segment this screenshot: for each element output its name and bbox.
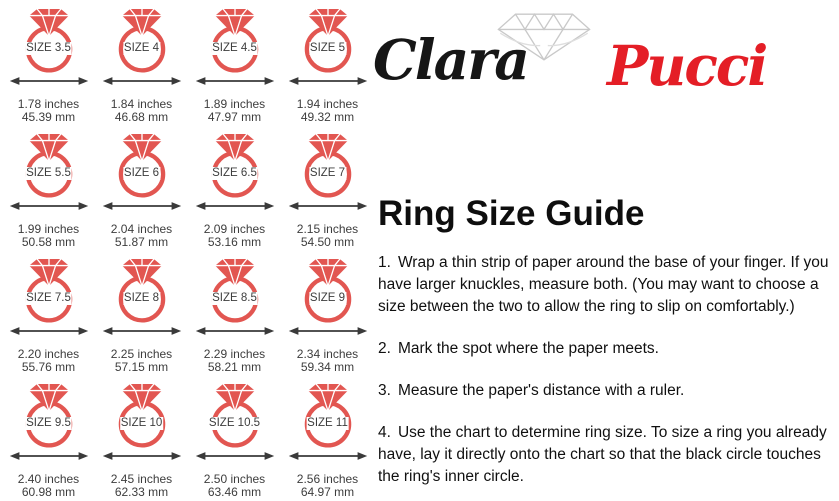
ring-icon — [202, 132, 268, 198]
diameter-mm: 60.98 mm — [21, 485, 76, 499]
step-text: Wrap a thin strip of paper around the base of your finger. If you have larger knuckles, measure both. (You may want to choose a size between the two to allow the ring to slip on comfortably.) — [378, 254, 829, 315]
diameter-mm: 49.32 mm — [300, 110, 355, 124]
instructions-list — [378, 252, 839, 501]
ring-size-label: SIZE 10.5 — [208, 417, 261, 429]
diameter-inches: 2.34 inches — [296, 347, 359, 361]
ring-size-label: SIZE 7 — [309, 167, 346, 179]
step-text: Measure the paper's distance with a ruler. — [397, 382, 685, 399]
ring-size-label: SIZE 7.5 — [26, 292, 71, 304]
diameter-arrow-icon — [288, 325, 368, 337]
instruction-step-2 — [378, 338, 839, 360]
diameter-mm: 59.34 mm — [300, 360, 355, 374]
diameter-mm: 62.33 mm — [114, 485, 169, 499]
diameter-mm: 55.76 mm — [21, 360, 76, 374]
diameter-arrow-icon — [195, 325, 275, 337]
diameter-arrow-icon — [9, 325, 89, 337]
diameter-inches: 2.45 inches — [110, 472, 173, 486]
ring-size-label: SIZE 6.5 — [212, 167, 257, 179]
step-number: 3. — [378, 382, 391, 399]
ring-icon — [16, 382, 82, 448]
ring-icon — [16, 132, 82, 198]
ring-size-label: SIZE 5 — [309, 42, 346, 54]
diameter-inches: 2.25 inches — [110, 347, 173, 361]
step-text: Use the chart to determine ring size. To size a ring you already have, lay it directly onto the chart so that the black circle touches the ring's inner circle. — [378, 424, 827, 485]
ring-size-label: SIZE 3.5 — [26, 42, 71, 54]
ring-icon — [295, 7, 361, 73]
ring-icon — [295, 257, 361, 323]
ring-size-cell — [281, 377, 374, 501]
diameter-arrow-icon — [195, 75, 275, 87]
diameter-inches: 2.56 inches — [296, 472, 359, 486]
diameter-inches: 1.84 inches — [110, 97, 173, 111]
ring-icon — [295, 382, 361, 448]
diameter-arrow-icon — [102, 75, 182, 87]
ring-icon — [16, 7, 82, 73]
diameter-inches: 2.20 inches — [17, 347, 80, 361]
ring-size-label: SIZE 5.5 — [26, 167, 71, 179]
ring-icon — [109, 132, 175, 198]
ring-icon — [109, 7, 175, 73]
diameter-mm: 46.68 mm — [114, 110, 169, 124]
diameter-arrow-icon — [102, 450, 182, 462]
diameter-inches: 2.09 inches — [203, 222, 266, 236]
instruction-step-4 — [378, 422, 839, 488]
diameter-mm: 54.50 mm — [300, 235, 355, 249]
diameter-inches: 2.29 inches — [203, 347, 266, 361]
step-text: Mark the spot where the paper meets. — [397, 340, 659, 357]
ring-size-cell — [2, 2, 95, 127]
diameter-inches: 1.78 inches — [17, 97, 80, 111]
page-title: Ring Size Guide — [378, 194, 645, 233]
diameter-arrow-icon — [102, 325, 182, 337]
ring-size-cell — [281, 127, 374, 252]
ring-icon — [295, 132, 361, 198]
brand-name-clara: Clara — [373, 27, 528, 92]
ring-size-label: SIZE 8 — [123, 292, 160, 304]
diameter-mm: 53.16 mm — [207, 235, 262, 249]
diameter-inches: 1.89 inches — [203, 97, 266, 111]
ring-size-cell — [188, 377, 281, 501]
diameter-arrow-icon — [288, 75, 368, 87]
ring-size-label: SIZE 4 — [123, 42, 160, 54]
step-number: 1. — [378, 254, 391, 271]
diameter-arrow-icon — [9, 450, 89, 462]
instruction-step-1 — [378, 252, 839, 318]
diameter-inches: 2.40 inches — [17, 472, 80, 486]
diamond-icon — [487, 8, 601, 66]
diameter-arrow-icon — [195, 200, 275, 212]
ring-icon — [202, 7, 268, 73]
ring-icon — [109, 257, 175, 323]
ring-size-cell — [188, 252, 281, 377]
ring-size-cell — [95, 2, 188, 127]
ring-icon — [202, 382, 268, 448]
ring-size-label: SIZE 9 — [309, 292, 346, 304]
ring-size-cell — [95, 127, 188, 252]
diameter-arrow-icon — [195, 450, 275, 462]
diameter-inches: 1.94 inches — [296, 97, 359, 111]
diameter-inches: 1.99 inches — [17, 222, 80, 236]
step-number: 4. — [378, 424, 391, 441]
step-number: 2. — [378, 340, 391, 357]
ring-size-cell — [281, 252, 374, 377]
diameter-arrow-icon — [102, 200, 182, 212]
ring-icon — [16, 257, 82, 323]
ring-size-label: SIZE 11 — [307, 417, 348, 429]
ring-size-label: SIZE 10 — [120, 417, 163, 429]
ring-size-cell — [281, 2, 374, 127]
ring-size-cell — [2, 377, 95, 501]
ring-size-cell — [95, 377, 188, 501]
diameter-mm: 63.46 mm — [207, 485, 262, 499]
ring-size-cell — [188, 2, 281, 127]
ring-size-label: SIZE 8.5 — [212, 292, 257, 304]
ring-size-label: SIZE 9.5 — [26, 417, 71, 429]
ring-size-cell — [2, 127, 95, 252]
diameter-inches: 2.04 inches — [110, 222, 173, 236]
diameter-mm: 57.15 mm — [114, 360, 169, 374]
ring-icon — [202, 257, 268, 323]
ring-size-cell — [2, 252, 95, 377]
diameter-mm: 50.58 mm — [21, 235, 76, 249]
diameter-inches: 2.15 inches — [296, 222, 359, 236]
ring-size-cell — [188, 127, 281, 252]
diameter-arrow-icon — [9, 75, 89, 87]
diameter-mm: 47.97 mm — [207, 110, 262, 124]
diameter-mm: 51.87 mm — [114, 235, 169, 249]
instruction-step-3 — [378, 380, 839, 402]
diameter-mm: 58.21 mm — [207, 360, 262, 374]
diameter-inches: 2.50 inches — [203, 472, 266, 486]
ring-size-label: SIZE 6 — [123, 167, 160, 179]
ring-size-label: SIZE 4.5 — [212, 42, 257, 54]
diameter-arrow-icon — [288, 200, 368, 212]
diameter-arrow-icon — [9, 200, 89, 212]
ring-icon — [109, 382, 175, 448]
brand-logo — [373, 6, 823, 102]
diameter-mm: 64.97 mm — [300, 485, 355, 499]
diameter-arrow-icon — [288, 450, 368, 462]
ring-size-cell — [95, 252, 188, 377]
diameter-mm: 45.39 mm — [21, 110, 76, 124]
ring-size-chart — [2, 2, 374, 501]
brand-name-pucci: Pucci — [607, 33, 767, 98]
